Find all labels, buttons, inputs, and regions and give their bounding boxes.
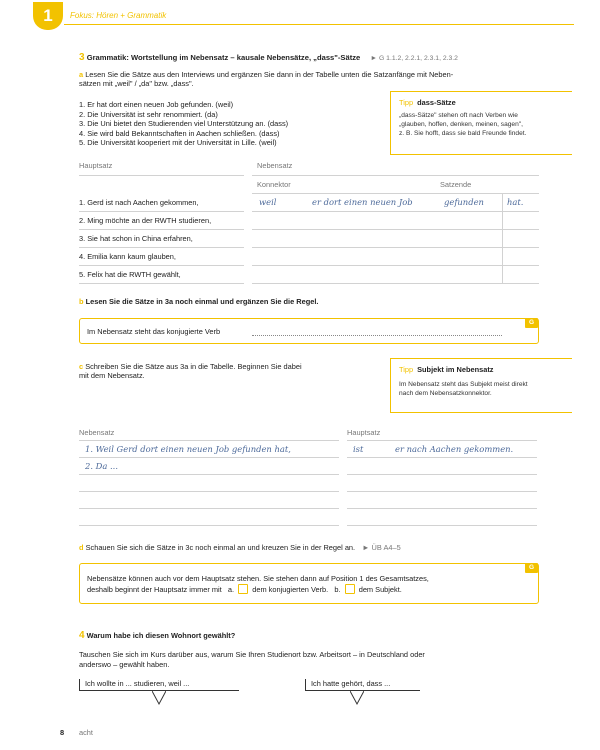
ex3d-rule-line2: deshalb beginnt der Hauptsatz immer mit [87, 585, 222, 594]
ex4-number: 4 [79, 630, 85, 641]
table-rule [347, 457, 537, 458]
ex3a-sentence-list [79, 100, 288, 148]
chapter-badge [33, 2, 63, 30]
grammar-tag: G [525, 563, 538, 573]
table-row [79, 198, 199, 207]
answer-verb2: hat. [507, 197, 524, 207]
ex3a-letter: a [79, 70, 84, 79]
ex3b-rule [87, 327, 220, 336]
ex3d-rule-box [79, 563, 539, 604]
table-rule [252, 265, 539, 266]
table-row [79, 252, 176, 261]
ex3c-row1-verb: ist [353, 444, 364, 454]
table-rule [79, 247, 244, 248]
speech-bubble-text: Ich wollte in ... studieren, weil ... [85, 679, 190, 688]
ex3d-instruction-text: Schauen Sie sich die Sätze in 3c noch einmal an und kreuzen Sie in der Regel an. [85, 543, 356, 552]
table-rule [347, 525, 537, 526]
table-cell: 3. Sie hat schon in China erfahren, [79, 234, 193, 243]
tip-subjekt [390, 358, 572, 413]
ex3d-rule [87, 573, 429, 595]
ex3b-rule-text: Im Nebensatz steht das konjugierte Verb [87, 327, 221, 336]
table-header-satzende: Satzende [440, 180, 472, 189]
tip-text: nach dem Nebensatzkonnektor. [399, 390, 492, 398]
section-title: Fokus: Hören + Grammatik [70, 11, 167, 20]
ex3c-row1-nebensatz: 1. Weil Gerd dort einen neuen Job gefunden hat, [85, 444, 291, 454]
answer-konnektor: weil [259, 197, 277, 207]
table-divider [502, 193, 503, 283]
table-rule [347, 440, 537, 441]
table-cell: 1. Gerd ist nach Aachen gekommen, [79, 198, 199, 207]
tip-dass-saetze [390, 91, 572, 155]
speech-bubble-text: Ich hatte gehört, dass ... [311, 679, 391, 688]
table-rule [252, 193, 539, 194]
tip-text: „dass-Sätze" stehen oft nach Verben wie [399, 112, 518, 120]
tip-text: Im Nebensatz steht das Subjekt meist direkt [399, 381, 528, 389]
ex3d-reference: ► ÜB A4–5 [362, 543, 401, 552]
tip-label: Tipp [399, 98, 414, 107]
answer-verb1: gefunden [444, 197, 484, 207]
table-rule [79, 457, 339, 458]
list-item: 5. Die Universität kooperiert mit der Universität in Lille. (weil) [79, 138, 277, 148]
table-rule [252, 229, 539, 230]
ex3-title: Grammatik: Wortstellung im Nebensatz – kausale Nebensätze, „dass"-Sätze [86, 53, 361, 62]
header-rule [64, 24, 574, 25]
table-rule [79, 440, 339, 441]
tip-text: z. B. Sie hofft, dass sie bald Freunde findet. [399, 130, 527, 138]
list-item: 4. Sie wird bald Bekanntschaften in Aachen schließen. (dass) [79, 128, 280, 138]
ex4-title: Warum habe ich diesen Wohnort gewählt? [86, 631, 236, 640]
ex3c-header-hauptsatz: Hauptsatz [347, 428, 381, 437]
ex3c-instruction-line1: Schreiben Sie die Sätze aus 3a in die Tabelle. Beginnen Sie dabei [85, 362, 302, 371]
table-header-konnektor: Konnektor [257, 180, 291, 189]
chapter-number: 1 [43, 6, 53, 25]
ex3d-letter: d [79, 543, 84, 552]
table-rule [79, 474, 339, 475]
ex3-number: 3 [79, 52, 85, 63]
table-rule [79, 175, 244, 176]
table-rule [79, 283, 244, 284]
table-cell: 2. Ming möchte an der RWTH studieren, [79, 216, 212, 225]
table-rule [79, 265, 244, 266]
ex3c-instruction-line2: mit dem Nebensatz. [79, 371, 145, 381]
speech-bubble-tail-icon [152, 690, 166, 706]
option-a-text: dem konjugierten Verb. [252, 585, 329, 594]
table-header-hauptsatz: Hauptsatz [79, 161, 113, 170]
option-b-text: dem Subjekt. [358, 585, 402, 594]
ex3b-rule-box [79, 318, 539, 344]
ex4-text-line2: anderswo – gewählt haben. [79, 660, 170, 669]
ex3a-instruction-line2: sätzen mit „weil" / „da" bzw. „dass". [79, 79, 194, 89]
ex3-reference: ► G 1.1.2, 2.2.1, 2.3.1, 2.3.2 [370, 55, 458, 62]
table-rule [252, 247, 539, 248]
option-a-checkbox[interactable] [238, 584, 248, 594]
ex3-heading [79, 52, 458, 65]
ex3c-header-nebensatz: Nebensatz [79, 428, 115, 437]
grammar-tag: G [525, 318, 538, 328]
ex3b-instruction-text: Lesen Sie die Sätze in 3a noch einmal und ergänzen Sie die Regel. [85, 297, 319, 306]
list-item: 2. Die Universität ist sehr renommiert. (da) [79, 109, 218, 119]
ex3b-instruction [79, 297, 318, 306]
ex3a-instruction-line1: Lesen Sie die Sätze aus den Interviews und ergänzen Sie dann in der Tabelle unten die Satzanfänge mit Neben- [85, 70, 454, 79]
table-rule [79, 229, 244, 230]
table-rule [252, 175, 539, 176]
table-rule [347, 474, 537, 475]
list-item: 3. Die Uni bietet den Studierenden viel Unterstützung an. (dass) [79, 119, 289, 129]
ex4-text [79, 650, 425, 670]
option-a-label: a. [227, 585, 235, 594]
table-rule [347, 508, 537, 509]
table-header-nebensatz: Nebensatz [257, 161, 293, 170]
table-cell: 4. Emilia kann kaum glauben, [79, 252, 176, 261]
table-row [79, 216, 211, 225]
ex4-heading [79, 630, 235, 643]
page-word: acht [79, 728, 93, 737]
ex3b-letter: b [79, 297, 84, 306]
table-cell: 5. Felix hat die RWTH gewählt, [79, 270, 181, 279]
table-row [79, 234, 193, 243]
speech-bubble-tail-icon [350, 690, 364, 706]
answer-middle: er dort einen neuen Job [312, 197, 413, 207]
ex3c-letter: c [79, 362, 84, 371]
option-b-checkbox[interactable] [345, 584, 355, 594]
table-rule [79, 525, 339, 526]
option-b-label: b. [334, 585, 341, 594]
ex3b-blank-line[interactable] [252, 335, 502, 336]
ex3c-row2-nebensatz: 2. Da ... [85, 461, 119, 471]
table-rule [79, 211, 244, 212]
table-row [79, 270, 181, 279]
ex3d-instruction [79, 543, 401, 552]
table-rule [79, 491, 339, 492]
tip-title: dass-Sätze [417, 98, 456, 107]
table-rule [79, 508, 339, 509]
ex3c-instruction [79, 362, 302, 381]
tip-label: Tipp [399, 365, 414, 374]
table-rule [347, 491, 537, 492]
tip-text: „glauben, hoffen, denken, meinen, sagen", [399, 121, 523, 129]
ex4-text-line1: Tauschen Sie sich im Kurs darüber aus, warum Sie Ihren Studienort bzw. Arbeitsort – in Deutschland oder [79, 650, 425, 659]
table-rule [252, 211, 539, 212]
ex3c-row1-rest: er nach Aachen gekommen. [395, 444, 514, 454]
list-item: 1. Er hat dort einen neuen Job gefunden. (weil) [79, 100, 234, 109]
tip-title: Subjekt im Nebensatz [417, 365, 494, 374]
page-number: 8 [60, 728, 65, 737]
ex3a-instruction [79, 70, 549, 89]
ex3d-rule-line1: Nebensätze können auch vor dem Hauptsatz stehen. Sie stehen dann auf Position 1 des Gesamtsatzes, [87, 574, 429, 583]
table-rule [252, 283, 539, 284]
